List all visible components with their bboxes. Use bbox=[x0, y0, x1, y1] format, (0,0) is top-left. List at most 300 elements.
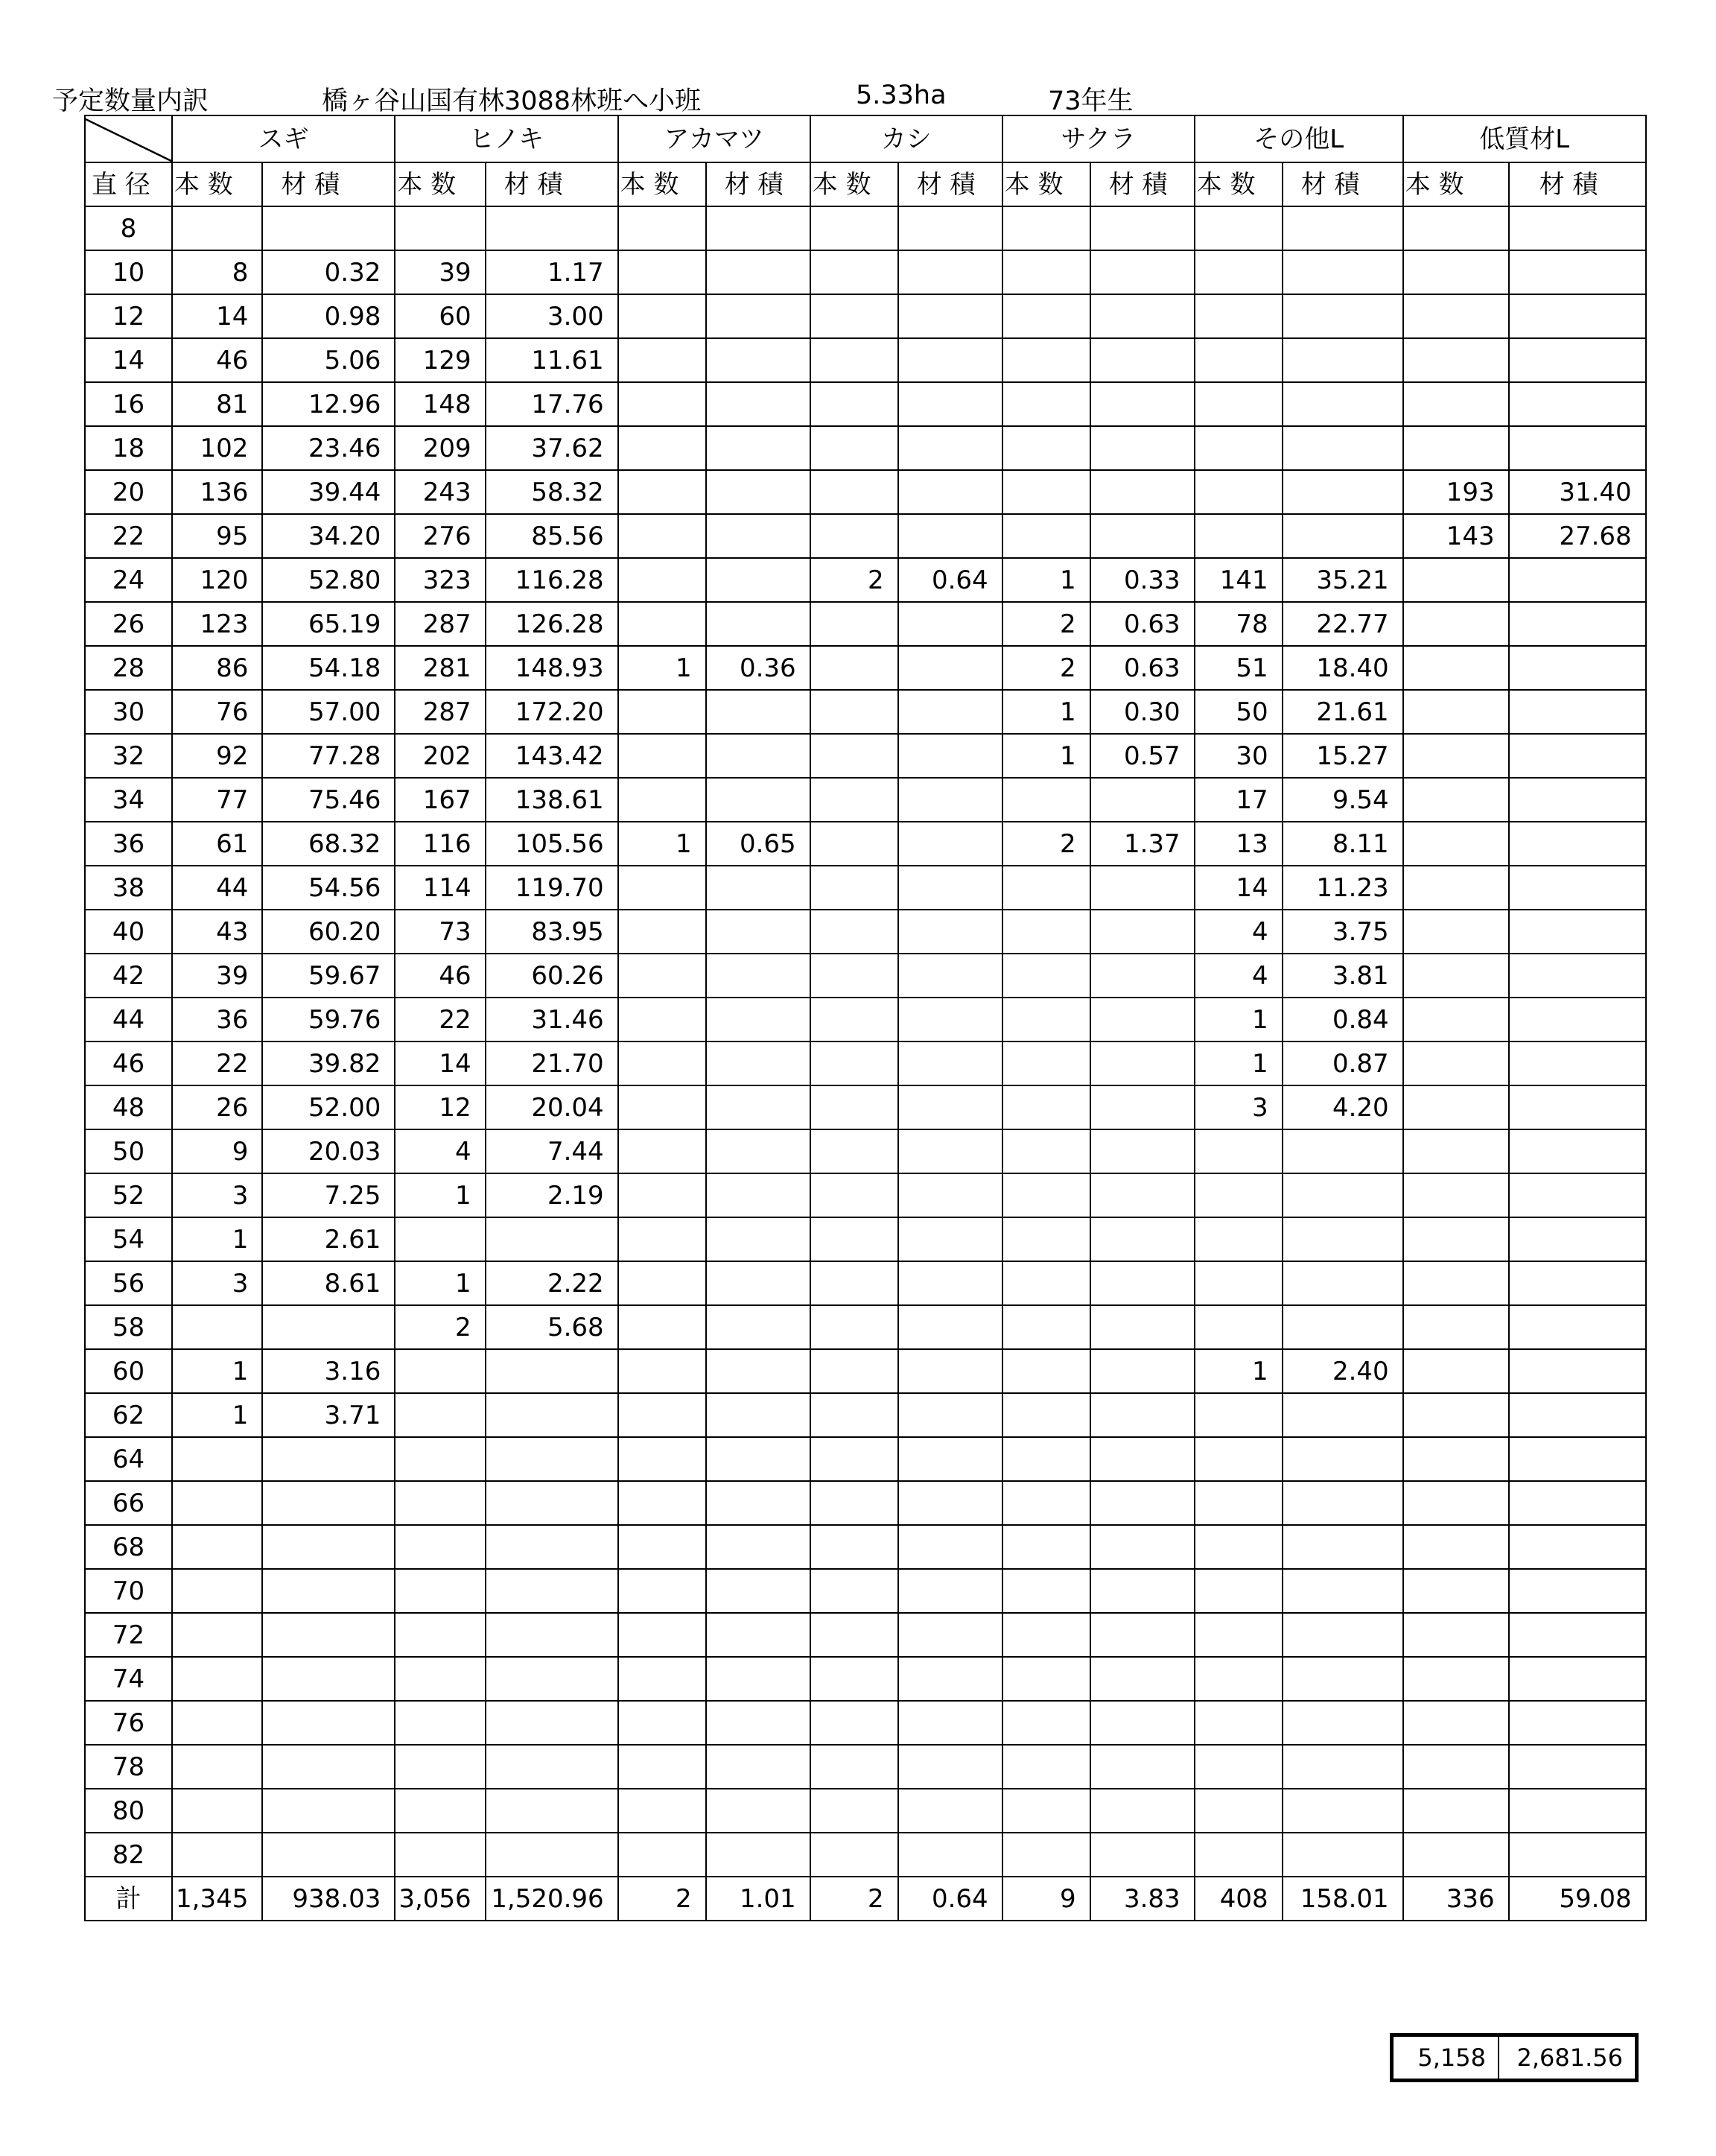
volume-cell: 0.63 bbox=[1090, 602, 1195, 646]
diameter-cell: 22 bbox=[85, 514, 172, 558]
count-cell bbox=[618, 338, 706, 382]
count-cell bbox=[810, 866, 898, 910]
diameter-cell: 78 bbox=[85, 1745, 172, 1789]
volume-cell: 54.18 bbox=[262, 646, 395, 690]
table-row bbox=[85, 426, 1646, 470]
count-cell bbox=[1195, 1129, 1283, 1173]
volume-cell: 3.16 bbox=[262, 1349, 395, 1393]
volume-cell: 126.28 bbox=[486, 602, 618, 646]
count-cell bbox=[1195, 1789, 1283, 1833]
count-cell bbox=[1002, 1569, 1090, 1613]
count-cell: 202 bbox=[395, 734, 485, 778]
volume-cell bbox=[1509, 1481, 1646, 1525]
count-cell: 276 bbox=[395, 514, 485, 558]
volume-cell: 31.46 bbox=[486, 998, 618, 1041]
volume-cell bbox=[262, 1525, 395, 1569]
diameter-cell: 28 bbox=[85, 646, 172, 690]
table-row bbox=[85, 294, 1646, 338]
volume-cell bbox=[1090, 1437, 1195, 1481]
diameter-cell: 36 bbox=[85, 822, 172, 866]
volume-header: 材 積 bbox=[1090, 162, 1195, 206]
volume-cell: 2.61 bbox=[262, 1217, 395, 1261]
count-cell bbox=[1403, 1437, 1509, 1481]
count-cell: 95 bbox=[172, 514, 262, 558]
volume-cell bbox=[898, 1525, 1002, 1569]
volume-cell bbox=[1509, 1613, 1646, 1657]
count-cell: 14 bbox=[172, 294, 262, 338]
species-header-hinoki: ヒノキ bbox=[395, 115, 617, 162]
count-cell: 287 bbox=[395, 602, 485, 646]
volume-cell: 0.84 bbox=[1283, 998, 1403, 1041]
count-cell: 39 bbox=[395, 250, 485, 294]
volume-cell bbox=[1090, 470, 1195, 514]
volume-cell bbox=[1509, 910, 1646, 954]
volume-cell bbox=[1090, 954, 1195, 998]
volume-cell bbox=[1090, 1217, 1195, 1261]
count-cell: 3 bbox=[172, 1173, 262, 1217]
volume-cell bbox=[1090, 514, 1195, 558]
volume-cell bbox=[262, 1789, 395, 1833]
volume-cell bbox=[706, 1217, 810, 1261]
volume-cell bbox=[1283, 1305, 1403, 1349]
volume-cell: 54.56 bbox=[262, 866, 395, 910]
volume-cell bbox=[706, 998, 810, 1041]
count-cell bbox=[618, 470, 706, 514]
count-cell bbox=[618, 1745, 706, 1789]
count-cell bbox=[172, 1613, 262, 1657]
diameter-cell: 42 bbox=[85, 954, 172, 998]
volume-cell: 68.32 bbox=[262, 822, 395, 866]
count-cell bbox=[810, 1217, 898, 1261]
volume-cell bbox=[898, 646, 1002, 690]
count-cell bbox=[1403, 1525, 1509, 1569]
diameter-cell: 72 bbox=[85, 1613, 172, 1657]
count-cell: 9 bbox=[1002, 1877, 1090, 1921]
volume-cell: 23.46 bbox=[262, 426, 395, 470]
volume-cell bbox=[898, 1789, 1002, 1833]
count-cell bbox=[1403, 1261, 1509, 1305]
volume-cell: 3.75 bbox=[1283, 910, 1403, 954]
count-cell bbox=[1195, 1833, 1283, 1877]
volume-cell bbox=[898, 1305, 1002, 1349]
count-cell bbox=[395, 1745, 485, 1789]
count-cell bbox=[810, 338, 898, 382]
volume-cell bbox=[706, 382, 810, 426]
volume-cell: 15.27 bbox=[1283, 734, 1403, 778]
count-cell bbox=[810, 250, 898, 294]
diameter-cell: 38 bbox=[85, 866, 172, 910]
count-cell: 136 bbox=[172, 470, 262, 514]
count-cell bbox=[1403, 1041, 1509, 1085]
volume-cell bbox=[1509, 1305, 1646, 1349]
volume-cell bbox=[898, 1569, 1002, 1613]
count-cell bbox=[1002, 1305, 1090, 1349]
volume-cell: 0.32 bbox=[262, 250, 395, 294]
count-cell: 1,345 bbox=[172, 1877, 262, 1921]
count-cell: 3,056 bbox=[395, 1877, 485, 1921]
count-cell bbox=[810, 1745, 898, 1789]
count-cell bbox=[618, 866, 706, 910]
count-cell: 114 bbox=[395, 866, 485, 910]
count-cell bbox=[810, 822, 898, 866]
count-cell bbox=[1002, 1481, 1090, 1525]
volume-cell bbox=[486, 1217, 618, 1261]
count-cell bbox=[172, 1789, 262, 1833]
species-header-row bbox=[85, 115, 1646, 162]
volume-cell bbox=[1509, 1701, 1646, 1745]
volume-cell bbox=[1090, 778, 1195, 822]
volume-cell bbox=[706, 1129, 810, 1173]
count-cell bbox=[1403, 1217, 1509, 1261]
volume-cell bbox=[486, 1437, 618, 1481]
count-cell bbox=[1403, 1349, 1509, 1393]
count-cell bbox=[1195, 1745, 1283, 1789]
volume-cell: 172.20 bbox=[486, 690, 618, 734]
count-cell bbox=[810, 1437, 898, 1481]
volume-cell: 31.40 bbox=[1509, 470, 1646, 514]
volume-cell: 8.61 bbox=[262, 1261, 395, 1305]
count-cell bbox=[618, 1129, 706, 1173]
diameter-cell: 32 bbox=[85, 734, 172, 778]
count-cell bbox=[810, 294, 898, 338]
table-row bbox=[85, 206, 1646, 250]
count-cell bbox=[618, 1393, 706, 1437]
count-cell bbox=[1403, 1129, 1509, 1173]
volume-cell: 0.64 bbox=[898, 558, 1002, 602]
volume-cell bbox=[1283, 1437, 1403, 1481]
count-cell bbox=[618, 1613, 706, 1657]
count-cell: 1 bbox=[172, 1393, 262, 1437]
volume-cell bbox=[486, 1789, 618, 1833]
count-cell bbox=[1002, 250, 1090, 294]
table-row bbox=[85, 954, 1646, 998]
count-cell bbox=[395, 1569, 485, 1613]
count-cell bbox=[810, 470, 898, 514]
volume-cell bbox=[1509, 734, 1646, 778]
count-cell: 22 bbox=[172, 1041, 262, 1085]
count-cell: 46 bbox=[172, 338, 262, 382]
count-cell: 4 bbox=[1195, 910, 1283, 954]
count-cell bbox=[1002, 1613, 1090, 1657]
count-cell bbox=[1403, 602, 1509, 646]
volume-cell: 1.01 bbox=[706, 1877, 810, 1921]
count-cell bbox=[810, 954, 898, 998]
count-cell bbox=[395, 1481, 485, 1525]
volume-cell: 57.00 bbox=[262, 690, 395, 734]
volume-cell bbox=[706, 206, 810, 250]
count-cell bbox=[618, 1789, 706, 1833]
count-cell bbox=[1195, 1525, 1283, 1569]
table-row bbox=[85, 690, 1646, 734]
volume-cell bbox=[1509, 1525, 1646, 1569]
diameter-cell: 14 bbox=[85, 338, 172, 382]
volume-cell bbox=[898, 690, 1002, 734]
count-cell: 193 bbox=[1403, 470, 1509, 514]
count-cell bbox=[618, 1525, 706, 1569]
count-cell bbox=[395, 1701, 485, 1745]
volume-cell bbox=[1509, 294, 1646, 338]
table-row bbox=[85, 470, 1646, 514]
count-cell: 30 bbox=[1195, 734, 1283, 778]
diameter-header: 直 径 bbox=[85, 162, 172, 206]
count-cell bbox=[1002, 206, 1090, 250]
volume-cell: 0.63 bbox=[1090, 646, 1195, 690]
volume-cell: 34.20 bbox=[262, 514, 395, 558]
volume-cell bbox=[1090, 1833, 1195, 1877]
volume-cell bbox=[898, 426, 1002, 470]
table-row bbox=[85, 1613, 1646, 1657]
count-cell: 51 bbox=[1195, 646, 1283, 690]
volume-cell bbox=[1283, 426, 1403, 470]
count-cell bbox=[618, 206, 706, 250]
count-cell: 336 bbox=[1403, 1877, 1509, 1921]
diameter-cell: 50 bbox=[85, 1129, 172, 1173]
volume-cell bbox=[1509, 1745, 1646, 1789]
count-cell bbox=[1002, 1789, 1090, 1833]
volume-cell bbox=[1283, 514, 1403, 558]
count-cell: 129 bbox=[395, 338, 485, 382]
volume-cell bbox=[706, 734, 810, 778]
volume-cell bbox=[1509, 1217, 1646, 1261]
volume-cell bbox=[706, 1305, 810, 1349]
volume-cell: 119.70 bbox=[486, 866, 618, 910]
volume-cell bbox=[1509, 1393, 1646, 1437]
count-cell bbox=[810, 778, 898, 822]
volume-header: 材 積 bbox=[1509, 162, 1646, 206]
volume-cell bbox=[1509, 1789, 1646, 1833]
count-cell bbox=[1195, 1481, 1283, 1525]
count-cell bbox=[1403, 734, 1509, 778]
volume-cell bbox=[1283, 338, 1403, 382]
table-row bbox=[85, 1349, 1646, 1393]
volume-cell: 0.36 bbox=[706, 646, 810, 690]
volume-cell bbox=[1509, 690, 1646, 734]
count-cell bbox=[1403, 1481, 1509, 1525]
count-cell: 2 bbox=[810, 1877, 898, 1921]
count-cell: 123 bbox=[172, 602, 262, 646]
volume-cell: 1.37 bbox=[1090, 822, 1195, 866]
count-cell bbox=[1403, 1393, 1509, 1437]
volume-cell bbox=[1090, 1173, 1195, 1217]
count-cell bbox=[1195, 1305, 1283, 1349]
volume-cell bbox=[1509, 954, 1646, 998]
volume-cell: 1.17 bbox=[486, 250, 618, 294]
count-cell bbox=[172, 1657, 262, 1701]
count-cell bbox=[395, 1525, 485, 1569]
volume-cell bbox=[486, 206, 618, 250]
volume-cell: 0.65 bbox=[706, 822, 810, 866]
count-cell bbox=[395, 206, 485, 250]
volume-cell bbox=[706, 1789, 810, 1833]
diameter-cell: 10 bbox=[85, 250, 172, 294]
table-row bbox=[85, 1525, 1646, 1569]
diameter-cell: 46 bbox=[85, 1041, 172, 1085]
count-cell bbox=[618, 426, 706, 470]
volume-cell bbox=[1090, 1041, 1195, 1085]
volume-cell bbox=[1509, 1129, 1646, 1173]
volume-cell: 12.96 bbox=[262, 382, 395, 426]
count-cell bbox=[172, 1701, 262, 1745]
count-cell bbox=[1403, 294, 1509, 338]
table-row bbox=[85, 778, 1646, 822]
volume-cell bbox=[262, 206, 395, 250]
volume-cell bbox=[1509, 1349, 1646, 1393]
grand-total-volume: 2,681.56 bbox=[1499, 2036, 1636, 2079]
count-cell bbox=[618, 1833, 706, 1877]
count-cell bbox=[1403, 1833, 1509, 1877]
table-row bbox=[85, 1305, 1646, 1349]
count-cell bbox=[172, 1833, 262, 1877]
volume-header: 材 積 bbox=[262, 162, 395, 206]
table-row bbox=[85, 1833, 1646, 1877]
count-cell: 9 bbox=[172, 1129, 262, 1173]
count-cell bbox=[172, 1481, 262, 1525]
count-cell: 2 bbox=[810, 558, 898, 602]
volume-cell bbox=[1509, 426, 1646, 470]
volume-cell bbox=[706, 1833, 810, 1877]
count-cell bbox=[1403, 1613, 1509, 1657]
count-cell bbox=[1002, 514, 1090, 558]
volume-cell bbox=[1509, 646, 1646, 690]
volume-cell bbox=[1283, 1569, 1403, 1613]
volume-cell bbox=[1090, 250, 1195, 294]
volume-cell bbox=[898, 1261, 1002, 1305]
volume-cell: 60.20 bbox=[262, 910, 395, 954]
count-cell bbox=[618, 558, 706, 602]
count-cell bbox=[810, 426, 898, 470]
count-cell: 1 bbox=[172, 1349, 262, 1393]
count-cell bbox=[1195, 1261, 1283, 1305]
volume-cell bbox=[1283, 1789, 1403, 1833]
volume-cell bbox=[1090, 1349, 1195, 1393]
count-cell bbox=[1002, 1041, 1090, 1085]
count-cell bbox=[810, 1657, 898, 1701]
count-cell: 120 bbox=[172, 558, 262, 602]
volume-cell bbox=[898, 602, 1002, 646]
volume-cell bbox=[898, 294, 1002, 338]
forest-area: 5.33ha bbox=[856, 80, 947, 110]
count-cell bbox=[395, 1437, 485, 1481]
count-cell: 281 bbox=[395, 646, 485, 690]
volume-cell bbox=[898, 470, 1002, 514]
volume-cell bbox=[706, 338, 810, 382]
count-cell bbox=[395, 1393, 485, 1437]
count-cell: 17 bbox=[1195, 778, 1283, 822]
volume-cell bbox=[706, 910, 810, 954]
count-cell bbox=[1403, 998, 1509, 1041]
volume-cell bbox=[706, 1041, 810, 1085]
volume-cell bbox=[706, 1569, 810, 1613]
volume-cell bbox=[1283, 470, 1403, 514]
count-cell bbox=[1403, 1085, 1509, 1129]
volume-cell bbox=[1090, 1481, 1195, 1525]
volume-cell bbox=[1283, 1745, 1403, 1789]
count-cell: 102 bbox=[172, 426, 262, 470]
volume-cell bbox=[898, 1393, 1002, 1437]
count-cell bbox=[618, 1481, 706, 1525]
volume-cell bbox=[898, 734, 1002, 778]
count-cell bbox=[395, 1789, 485, 1833]
count-cell bbox=[1002, 1129, 1090, 1173]
diameter-cell: 30 bbox=[85, 690, 172, 734]
volume-breakdown-table bbox=[84, 115, 1647, 1921]
count-cell bbox=[1195, 1217, 1283, 1261]
count-cell bbox=[618, 1701, 706, 1745]
volume-cell bbox=[1509, 1833, 1646, 1877]
volume-cell: 58.32 bbox=[486, 470, 618, 514]
volume-cell: 2.19 bbox=[486, 1173, 618, 1217]
volume-header: 材 積 bbox=[898, 162, 1002, 206]
volume-cell bbox=[1509, 998, 1646, 1041]
volume-cell: 3.83 bbox=[1090, 1877, 1195, 1921]
volume-cell bbox=[1090, 1085, 1195, 1129]
count-cell: 287 bbox=[395, 690, 485, 734]
forest-location: 橋ヶ谷山国有林3088林班へ小班 bbox=[322, 86, 702, 116]
count-cell bbox=[618, 1217, 706, 1261]
count-cell bbox=[810, 1129, 898, 1173]
species-header-other: その他L bbox=[1195, 115, 1403, 162]
volume-cell bbox=[706, 470, 810, 514]
table-row bbox=[85, 910, 1646, 954]
count-cell bbox=[618, 382, 706, 426]
volume-cell: 0.30 bbox=[1090, 690, 1195, 734]
count-cell bbox=[1195, 338, 1283, 382]
volume-cell bbox=[1509, 338, 1646, 382]
volume-cell: 22.77 bbox=[1283, 602, 1403, 646]
count-cell bbox=[1002, 1261, 1090, 1305]
count-cell bbox=[1403, 1657, 1509, 1701]
count-cell: 77 bbox=[172, 778, 262, 822]
volume-cell bbox=[898, 1437, 1002, 1481]
count-cell bbox=[618, 1085, 706, 1129]
count-cell bbox=[1403, 866, 1509, 910]
count-cell bbox=[810, 1261, 898, 1305]
count-cell bbox=[1195, 1613, 1283, 1657]
volume-cell: 8.11 bbox=[1283, 822, 1403, 866]
volume-cell bbox=[706, 690, 810, 734]
count-cell: 4 bbox=[1195, 954, 1283, 998]
count-cell bbox=[1195, 514, 1283, 558]
count-cell bbox=[1403, 1789, 1509, 1833]
volume-cell bbox=[1509, 778, 1646, 822]
count-cell bbox=[395, 1217, 485, 1261]
count-cell bbox=[810, 690, 898, 734]
count-cell bbox=[810, 1525, 898, 1569]
volume-cell bbox=[898, 954, 1002, 998]
volume-cell bbox=[1283, 250, 1403, 294]
diameter-cell: 48 bbox=[85, 1085, 172, 1129]
count-cell bbox=[810, 206, 898, 250]
count-cell: 1 bbox=[1002, 690, 1090, 734]
count-cell bbox=[1195, 1657, 1283, 1701]
diameter-cell: 82 bbox=[85, 1833, 172, 1877]
count-cell bbox=[618, 1349, 706, 1393]
volume-cell: 11.23 bbox=[1283, 866, 1403, 910]
volume-cell bbox=[706, 1173, 810, 1217]
count-cell bbox=[1002, 1349, 1090, 1393]
count-cell bbox=[1403, 910, 1509, 954]
count-cell bbox=[395, 1349, 485, 1393]
count-cell bbox=[618, 1173, 706, 1217]
stand-age: 73年生 bbox=[1048, 86, 1134, 116]
volume-cell: 20.04 bbox=[486, 1085, 618, 1129]
volume-cell bbox=[1509, 206, 1646, 250]
diagonal-line bbox=[86, 116, 172, 162]
table-row bbox=[85, 1701, 1646, 1745]
volume-header: 材 積 bbox=[1283, 162, 1403, 206]
volume-cell: 3.00 bbox=[486, 294, 618, 338]
table-row bbox=[85, 1481, 1646, 1525]
